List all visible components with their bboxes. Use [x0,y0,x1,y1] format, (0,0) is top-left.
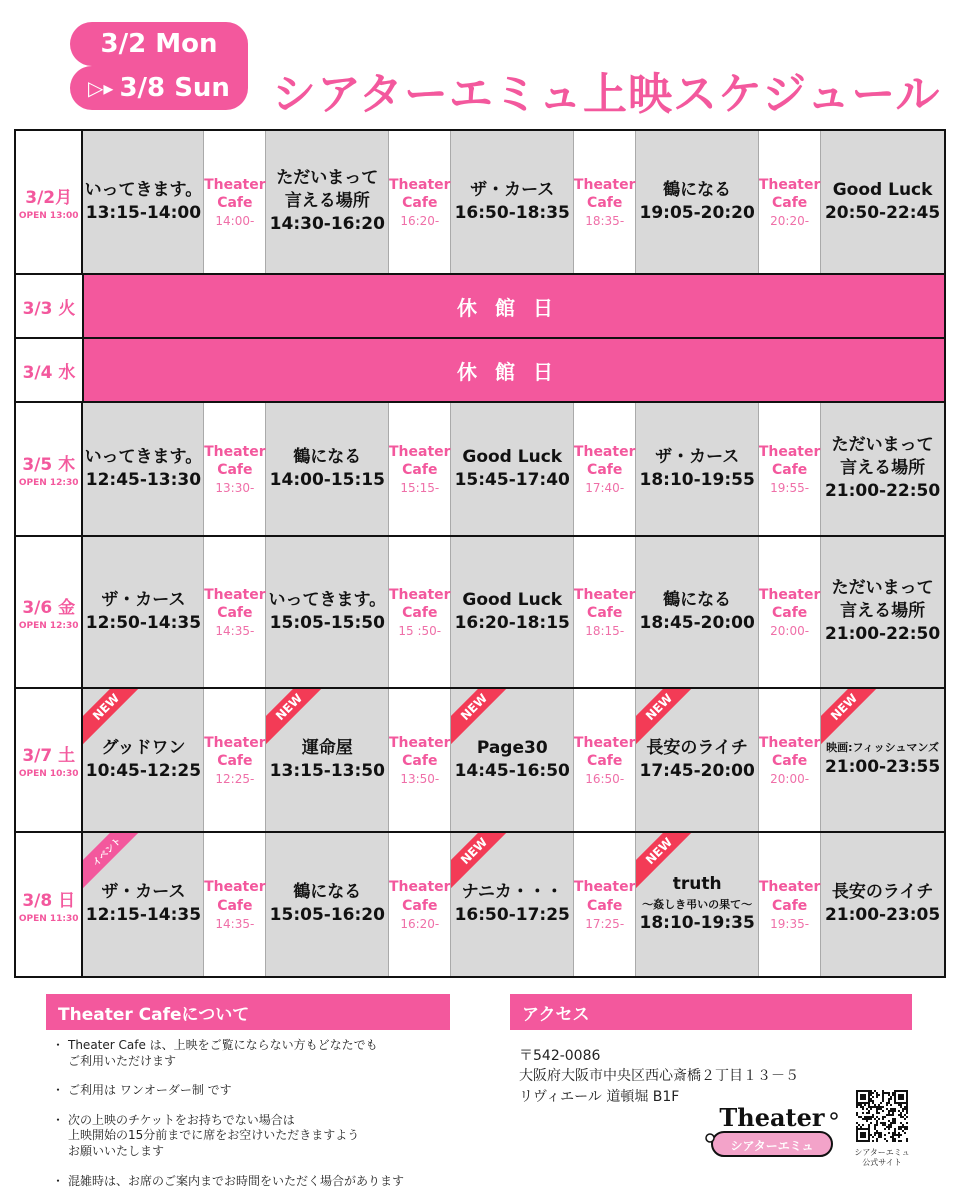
film-cell [636,689,759,831]
theater-cafe-cell [204,833,266,976]
film-time: 10:45-12:25 [85,760,202,781]
film-title: 鶴になる [663,179,732,200]
film-title: 鶴になる [663,589,732,610]
film-title: truth [672,874,722,895]
film-title: ナニカ・・・ [461,882,563,903]
theater-emu-logo [704,1102,840,1166]
film-cell [451,403,574,535]
film-time: 21:00-22:50 [824,624,941,645]
day-label: 3/7 土 [22,746,76,766]
cafe-label: Theater Cafe [758,586,821,621]
film-title: 長安のライチ [831,882,934,903]
film-time: 14:30-16:20 [269,214,385,235]
film-cell [636,833,759,976]
cafe-time: 17:40- [585,481,625,496]
day-cell [16,339,84,401]
access-heading: アクセス [510,994,912,1030]
new-badge: NEW [821,689,883,746]
film-title: いってきます。 [268,589,387,610]
cafe-time: 16:50- [585,772,625,787]
cafe-time: 18:15- [585,624,625,639]
film-title: ザ・カース [470,179,555,200]
film-time: 13:15-14:00 [85,202,202,223]
cafe-time: 20:00- [770,624,810,639]
film-title: ザ・カース [655,446,740,467]
cafe-time: 20:00- [770,772,810,787]
cafe-info-heading: Theater Cafeについて [46,994,450,1030]
note-text: ご利用は ワンオーダー制 です [68,1083,232,1098]
open-time: OPEN 10:30 [18,769,79,779]
film-title: ただいまって 言える場所 [276,168,379,212]
cafe-label: Theater Cafe [758,176,821,211]
day-label: 3/2月 [25,188,73,208]
film-time: 18:10-19:55 [639,469,755,490]
theater-cafe-cell [759,833,821,976]
cafe-label: Theater Cafe [573,586,636,621]
film-cell [451,131,574,273]
cafe-time: 14:35- [215,624,255,639]
open-time: OPEN 12:30 [18,621,79,631]
day-cell [16,689,83,831]
day-cell [16,403,83,535]
day-label: 3/6 金 [22,598,76,618]
note-item [52,1113,472,1160]
open-time: OPEN 13:00 [18,211,79,221]
cafe-label: Theater Cafe [204,586,266,621]
theater-cafe-cell [204,403,266,535]
event-badge: イベント [83,833,145,890]
film-time: 15:05-16:20 [269,905,385,926]
film-time: 16:50-17:25 [454,905,570,926]
theater-cafe-cell [574,403,636,535]
cafe-label: Theater Cafe [204,443,266,478]
film-cell [821,537,944,687]
cafe-label: Theater Cafe [204,734,266,769]
new-badge: NEW [636,833,698,890]
cafe-time: 13:30- [215,481,255,496]
film-time: 19:05-20:20 [639,202,755,223]
film-cell [821,403,944,535]
closed-day-banner: 休館日 [84,339,944,401]
day-cell [16,833,83,976]
logo-subtext: シアターエミュ [730,1139,814,1153]
cafe-time: 17:25- [585,916,625,931]
cafe-label: Theater Cafe [389,734,451,769]
film-title: Good Luck [462,589,563,610]
film-cell [821,689,944,831]
schedule-row [16,537,944,689]
film-cell [266,833,389,976]
film-title: グッドワン [101,737,186,758]
schedule-row [16,131,944,275]
film-cell [266,131,389,273]
film-time: 18:10-19:35 [639,913,755,934]
film-time: 17:45-20:00 [639,760,755,781]
theater-cafe-cell [759,537,821,687]
new-badge: NEW [451,689,513,746]
day-label: 3/8 日 [22,890,76,911]
new-badge: NEW [266,689,328,746]
theater-cafe-cell [574,537,636,687]
cafe-notes [52,1038,472,1200]
note-text: Theater Cafe は、上映をご覧にならない方もどなたでも ご利用いただけます [68,1038,378,1068]
film-title: ザ・カース [101,589,186,610]
cafe-time: 14:35- [215,916,255,931]
film-time: 15:05-15:50 [269,612,385,633]
film-time: 15:45-17:40 [454,469,570,490]
film-cell [636,537,759,687]
film-subtitle: 〜姦しき弔いの果て〜 [642,898,753,912]
cafe-label: Theater Cafe [204,879,266,914]
film-cell [83,537,204,687]
film-cell [636,131,759,273]
theater-cafe-cell [759,403,821,535]
film-title: いってきます。 [84,446,203,467]
cafe-label: Theater Cafe [758,879,821,914]
film-cell [83,689,204,831]
film-time: 16:20-18:15 [454,612,570,633]
bullet-icon: ・ [52,1112,65,1127]
schedule-row [16,403,944,537]
film-title: ザ・カース [101,882,186,903]
film-cell [821,833,944,976]
theater-cafe-cell [574,833,636,976]
cafe-label: Theater Cafe [573,734,636,769]
film-title: 長安のライチ [646,737,748,758]
date-end-pill [70,66,248,110]
film-cell [451,689,574,831]
bullet-icon: ・ [52,1173,65,1188]
film-title: 鶴になる [293,446,362,467]
film-title: ただいまって 言える場所 [831,578,934,622]
film-cell [83,833,204,976]
cafe-time: 12:25- [215,772,255,787]
film-title: 運命屋 [301,737,353,758]
note-item [52,1174,472,1190]
film-title: Good Luck [462,446,563,467]
film-time: 16:50-18:35 [454,202,570,223]
cafe-time: 14:00- [215,214,255,229]
new-badge: NEW [451,833,513,890]
bullet-icon: ・ [52,1038,65,1052]
arrow-icon: ▷▸ [88,76,114,100]
cafe-time: 15:15- [400,481,440,496]
cafe-label: Theater Cafe [389,176,451,211]
day-label: 3/3 火 [22,298,76,319]
cafe-label: Theater Cafe [573,879,636,914]
day-label: 3/4 水 [22,362,76,383]
open-time: OPEN 12:30 [18,478,79,488]
cafe-label: Theater Cafe [758,734,821,769]
cafe-time: 20:20- [770,214,810,229]
film-time: 12:45-13:30 [85,469,202,490]
theater-cafe-cell [204,689,266,831]
new-badge: NEW [83,689,145,746]
film-title: いってきます。 [84,179,203,200]
cafe-time: 15 :50- [398,624,442,639]
day-label: 3/5 木 [22,455,76,475]
film-title: Good Luck [832,179,933,200]
film-cell [266,689,389,831]
day-cell [16,275,84,337]
day-cell [16,131,83,273]
theater-cafe-cell [389,403,451,535]
note-item [52,1038,472,1069]
film-title: 鶴になる [293,882,362,903]
film-time: 21:00-22:50 [824,481,941,502]
cafe-time: 16:20- [400,214,440,229]
note-text: 混雑時は、お席のご案内までお時間をいただく場合があります [68,1173,405,1188]
film-cell [636,403,759,535]
theater-cafe-cell [759,689,821,831]
schedule-row [16,833,944,976]
open-time: OPEN 11:30 [18,913,79,924]
film-cell [451,537,574,687]
film-time: 12:15-14:35 [85,905,202,926]
closed-day-banner: 休館日 [84,275,944,337]
theater-cafe-cell [204,537,266,687]
film-title: ただいまって 言える場所 [831,435,934,479]
schedule-table [14,129,946,978]
schedule-row [16,275,944,339]
theater-cafe-cell [389,689,451,831]
cafe-time: 16:20- [400,916,440,931]
theater-cafe-cell [204,131,266,273]
note-text: 次の上映のチケットをお持ちでない場合は 上映開始の15分前までに席をお空けいただきますよう お願いいたします [68,1112,360,1158]
new-badge: NEW [636,689,698,746]
film-time: 14:00-15:15 [269,469,385,490]
cafe-time: 19:35- [770,916,810,931]
film-time: 20:50-22:45 [824,202,941,223]
cafe-label: Theater Cafe [389,586,451,621]
film-cell [451,833,574,976]
qr-caption: シアターエミュ 公式サイト [854,1148,910,1168]
theater-cafe-cell [389,833,451,976]
day-cell [16,537,83,687]
date-end: 3/8 Sun [119,73,230,103]
cafe-time: 18:35- [585,214,625,229]
theater-cafe-cell [759,131,821,273]
access-address: 〒542-0086 大阪府大阪市中央区西心斎橋２丁目１３－５ リヴィエール 道頓堀 B1F [519,1048,799,1105]
date-start-pill [70,22,248,66]
theater-cafe-cell [574,131,636,273]
schedule-row [16,339,944,403]
film-title: 映画:フィッシュマンズ [826,740,940,754]
cafe-time: 19:55- [770,481,810,496]
logo-text: Theater [719,1103,825,1132]
cafe-time: 13:50- [400,772,440,787]
film-title: Page30 [476,737,548,758]
film-cell [83,131,204,273]
cafe-label: Theater Cafe [389,443,451,478]
film-cell [821,131,944,273]
cafe-label: Theater Cafe [758,443,821,478]
cafe-label: Theater Cafe [573,443,636,478]
film-time: 14:45-16:50 [454,760,570,781]
schedule-row [16,689,944,833]
bullet-icon: ・ [52,1083,65,1098]
qr-code-icon[interactable] [856,1090,908,1142]
theater-cafe-cell [574,689,636,831]
cafe-label: Theater Cafe [573,176,636,211]
date-start: 3/2 Mon [100,29,218,59]
film-time: 13:15-13:50 [269,760,385,781]
theater-cafe-cell [389,537,451,687]
film-time: 21:00-23:55 [824,756,941,777]
film-time: 12:50-14:35 [85,612,202,633]
film-cell [83,403,204,535]
film-time: 21:00-23:05 [824,905,941,926]
theater-cafe-cell [389,131,451,273]
note-item [52,1083,472,1099]
page-title: シアターエミュ上映スケジュール [272,69,941,120]
film-time: 18:45-20:00 [639,612,755,633]
film-cell [266,403,389,535]
film-cell [266,537,389,687]
cafe-label: Theater Cafe [204,176,266,211]
cafe-label: Theater Cafe [389,879,451,914]
